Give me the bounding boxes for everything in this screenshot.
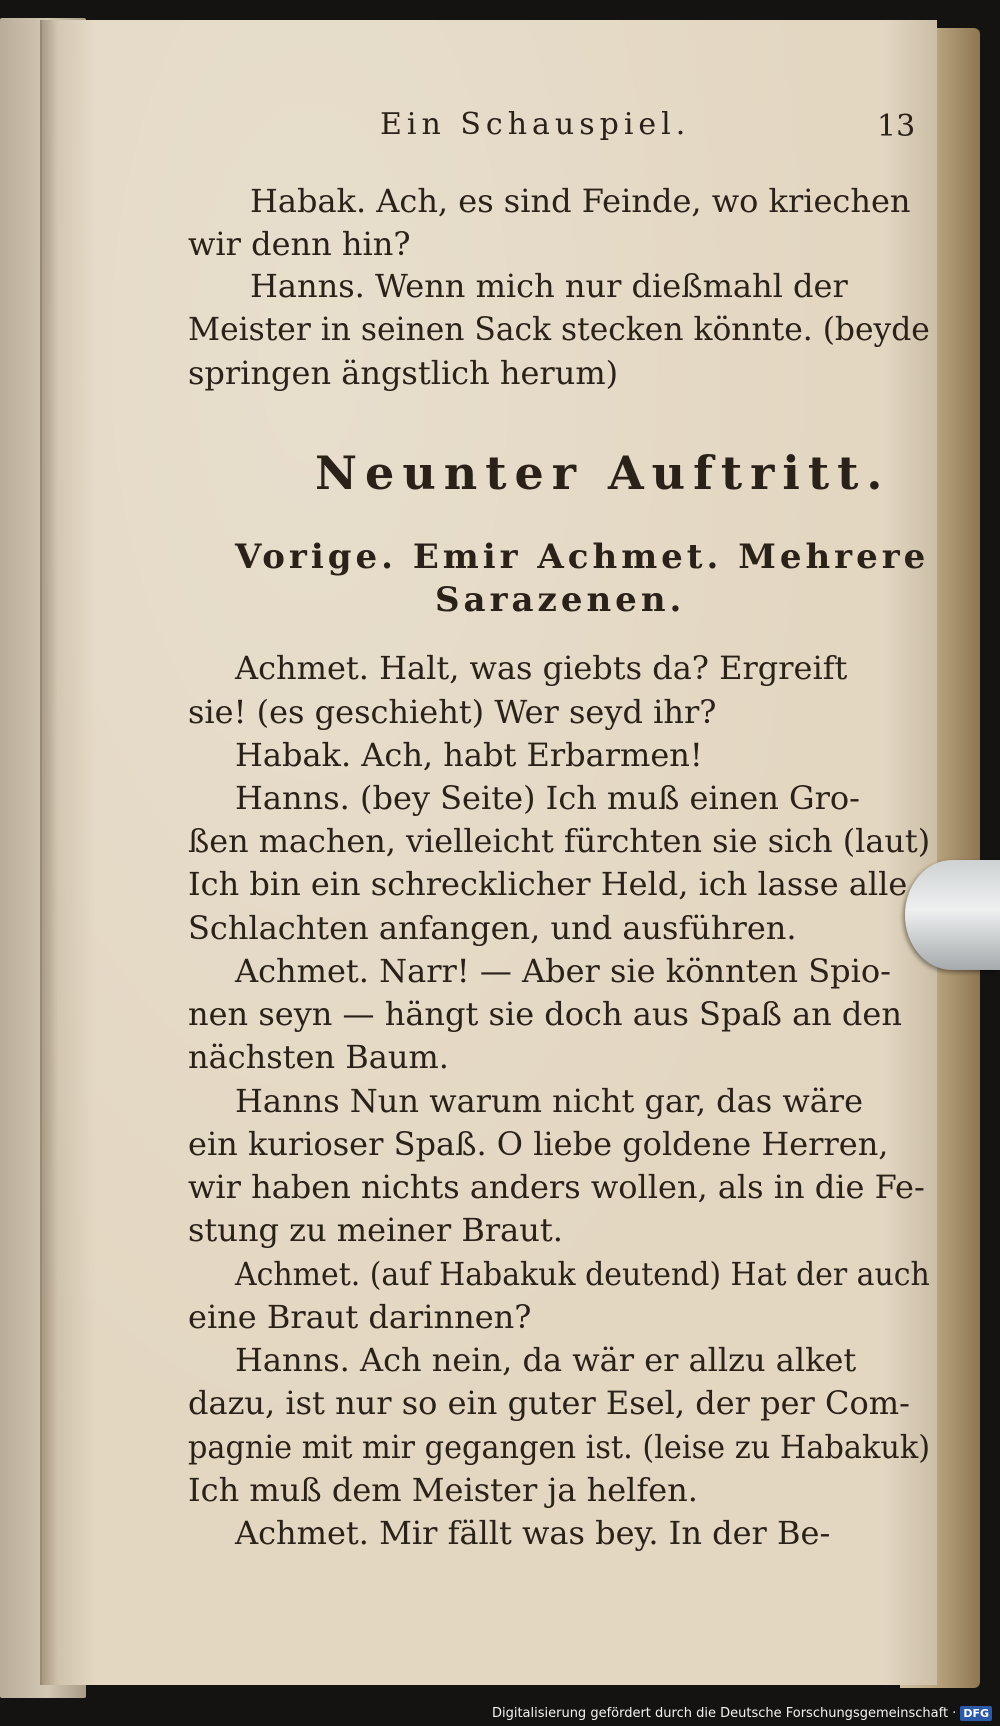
text-line: Hanns Nun warum nicht gar, das wäre xyxy=(235,1082,864,1120)
text-line: eine Braut darinnen? xyxy=(188,1298,532,1336)
text-line: ein kurioser Spaß. O liebe goldene Herren, xyxy=(188,1125,889,1163)
text-line: Hanns. Wenn mich nur dießmahl der xyxy=(250,267,848,305)
scene-heading: Neunter Auftritt. xyxy=(315,446,891,500)
text-line: Achmet. (auf Habakuk deutend) Hat der auch xyxy=(235,1255,930,1293)
text-line: Ich muß dem Meister ja helfen. xyxy=(188,1471,698,1509)
text-line: Achmet. Halt, was giebts da? Ergreift xyxy=(235,649,848,687)
text-line: ßen machen, vielleicht fürchten sie sich (laut) xyxy=(188,822,931,860)
text-line: pagnie mit mir gegangen ist. (leise zu Habakuk) xyxy=(188,1428,931,1466)
text-line: Hanns. Ach nein, da wär er allzu alket xyxy=(235,1341,857,1379)
text-line: nen seyn — hängt sie doch aus Spaß an den xyxy=(188,995,902,1033)
running-head: Ein Schauspiel. xyxy=(380,107,691,142)
text-line: dazu, ist nur so ein guter Esel, der per Com- xyxy=(188,1384,910,1422)
text-line: Meister in seinen Sack stecken könnte. (beyde xyxy=(188,310,930,348)
text-line: Habak. Ach, es sind Feinde, wo kriechen xyxy=(250,182,911,220)
text-line: nächsten Baum. xyxy=(188,1038,449,1076)
text-line: Achmet. Narr! — Aber sie könnten Spio- xyxy=(235,952,891,990)
text-line: Achmet. Mir fällt was bey. In der Be- xyxy=(235,1514,831,1552)
digitization-footer xyxy=(492,1704,992,1722)
text-line: springen ängstlich herum) xyxy=(188,354,619,392)
dfg-logo: DFG xyxy=(960,1706,992,1721)
footer-credit: Digitalisierung gefördert durch die Deutsche Forschungsgemeinschaft · xyxy=(491,1705,957,1721)
text-line: Habak. Ach, habt Erbarmen! xyxy=(235,736,703,774)
text-line: Ich bin ein schrecklicher Held, ich lasse alle xyxy=(188,865,908,903)
cast-list: Sarazenen. xyxy=(435,580,686,620)
text-line: wir haben nichts anders wollen, als in die Fe- xyxy=(188,1168,925,1206)
text-line: stung zu meiner Braut. xyxy=(188,1211,563,1249)
text-line: wir denn hin? xyxy=(188,225,411,263)
cast-list: Vorige. Emir Achmet. Mehrere xyxy=(235,537,930,577)
page-number: 13 xyxy=(877,109,916,144)
text-line: Schlachten anfangen, und ausführen. xyxy=(188,909,797,947)
text-line: Hanns. (bey Seite) Ich muß einen Gro- xyxy=(235,779,860,817)
text-line: sie! (es geschieht) Wer seyd ihr? xyxy=(188,693,717,731)
